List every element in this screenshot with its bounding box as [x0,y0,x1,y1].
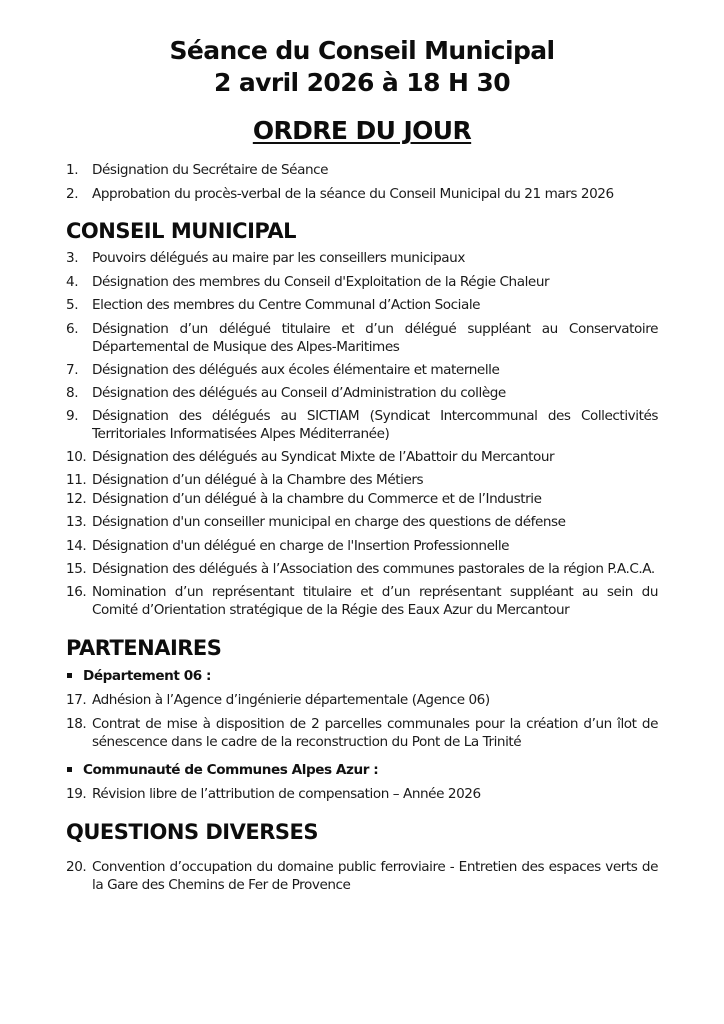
item-text: Désignation des délégués aux écoles élémentaire et maternelle [92,362,500,378]
item-number: 4. [66,274,79,290]
item-text: Révision libre de l’attribution de compensation – Année 2026 [92,786,481,802]
item-number: 8. [66,385,79,401]
agenda-item [66,448,658,466]
item-text: Désignation des membres du Conseil d'Exploitation de la Régie Chaleur [92,274,550,290]
agenda-item [66,249,658,267]
agenda-item [66,161,658,179]
item-text: Approbation du procès-verbal de la séance du Conseil Municipal du 21 mars 2026 [92,186,614,202]
item-text: Nomination d’un représentant titulaire et d’un représentant suppléant au sein du Comité d’Orientation stratégique de la Régie des Eaux Azur du Mercantour [92,584,658,618]
item-number: 3. [66,250,79,266]
item-number: 17. [66,692,87,708]
ordre-du-jour-heading: ORDRE DU JOUR [252,116,472,145]
item-number: 19. [66,786,87,802]
item-text: Désignation d’un délégué à la Chambre des Métiers [92,472,424,488]
section-title-questions-diverses: QUESTIONS DIVERSES [66,820,318,844]
document-title: Séance du Conseil Municipal [169,36,555,65]
item-number: 15. [66,561,87,577]
item-number: 9. [66,408,79,424]
item-text: Désignation des délégués au Syndicat Mixte de l’Abattoir du Mercantour [92,449,555,465]
item-text: Désignation d’un délégué titulaire et d’un délégué suppléant au Conservatoire Départemental de Musique des Alpes-Maritimes [92,321,658,355]
section-title-partenaires: PARTENAIRES [66,636,222,660]
agenda-item [66,471,658,489]
item-number: 12. [66,491,87,507]
bullet-icon [67,767,72,772]
agenda-item [66,513,658,531]
item-text: Désignation d'un délégué en charge de l'Insertion Professionnelle [92,538,510,554]
agenda-item [66,361,658,379]
item-number: 7. [66,362,79,378]
item-text: Désignation du Secrétaire de Séance [92,162,329,178]
partner-group-label: Communauté de Communes Alpes Azur : [66,761,378,779]
agenda-item [66,384,658,402]
agenda-item [66,537,658,555]
item-number: 16. [66,584,87,600]
item-text: Convention d’occupation du domaine public ferroviaire - Entretien des espaces verts de la Gare des Chemins de Fer de Provence [92,859,658,893]
item-number: 11. [66,472,87,488]
item-text: Contrat de mise à disposition de 2 parcelles communales pour la création d’un îlot de sénescence dans le cadre de la reconstruction du Pont de La Trinité [92,716,658,750]
agenda-item [66,296,658,314]
agenda-item [66,320,658,356]
agenda-item [66,273,658,291]
agenda-item [66,715,658,751]
item-number: 18. [66,716,87,732]
item-number: 13. [66,514,87,530]
agenda-item [66,785,658,803]
agenda-item [66,560,658,578]
item-text: Désignation des délégués à l’Association des communes pastorales de la région P.A.C.A. [92,561,655,577]
item-number: 1. [66,162,79,178]
item-text: Désignation d'un conseiller municipal en charge des questions de défense [92,514,566,530]
item-text: Adhésion à l’Agence d’ingénierie départementale (Agence 06) [92,692,490,708]
meeting-date: 2 avril 2026 à 18 H 30 [213,68,510,97]
item-number: 10. [66,449,87,465]
item-number: 14. [66,538,87,554]
agenda-item [66,407,658,443]
item-number: 5. [66,297,79,313]
item-number: 6. [66,321,79,337]
agenda-item [66,185,658,203]
partner-group-label: Département 06 : [66,667,211,685]
agenda-item [66,490,658,508]
item-text: Désignation des délégués au SICTIAM (Syndicat Intercommunal des Collectivités Territoriales Informatisées Alpes Méditerranée) [92,408,658,442]
item-number: 2. [66,186,79,202]
agenda-item [66,583,658,619]
item-text: Désignation d’un délégué à la chambre du Commerce et de l’Industrie [92,491,542,507]
agenda-item [66,858,658,894]
agenda-item [66,691,658,709]
item-text: Désignation des délégués au Conseil d’Administration du collège [92,385,506,401]
item-text: Election des membres du Centre Communal d’Action Sociale [92,297,481,313]
section-title-conseil-municipal: CONSEIL MUNICIPAL [66,219,296,243]
item-number: 20. [66,859,87,875]
bullet-icon [67,673,72,678]
item-text: Pouvoirs délégués au maire par les conseillers municipaux [92,250,465,266]
